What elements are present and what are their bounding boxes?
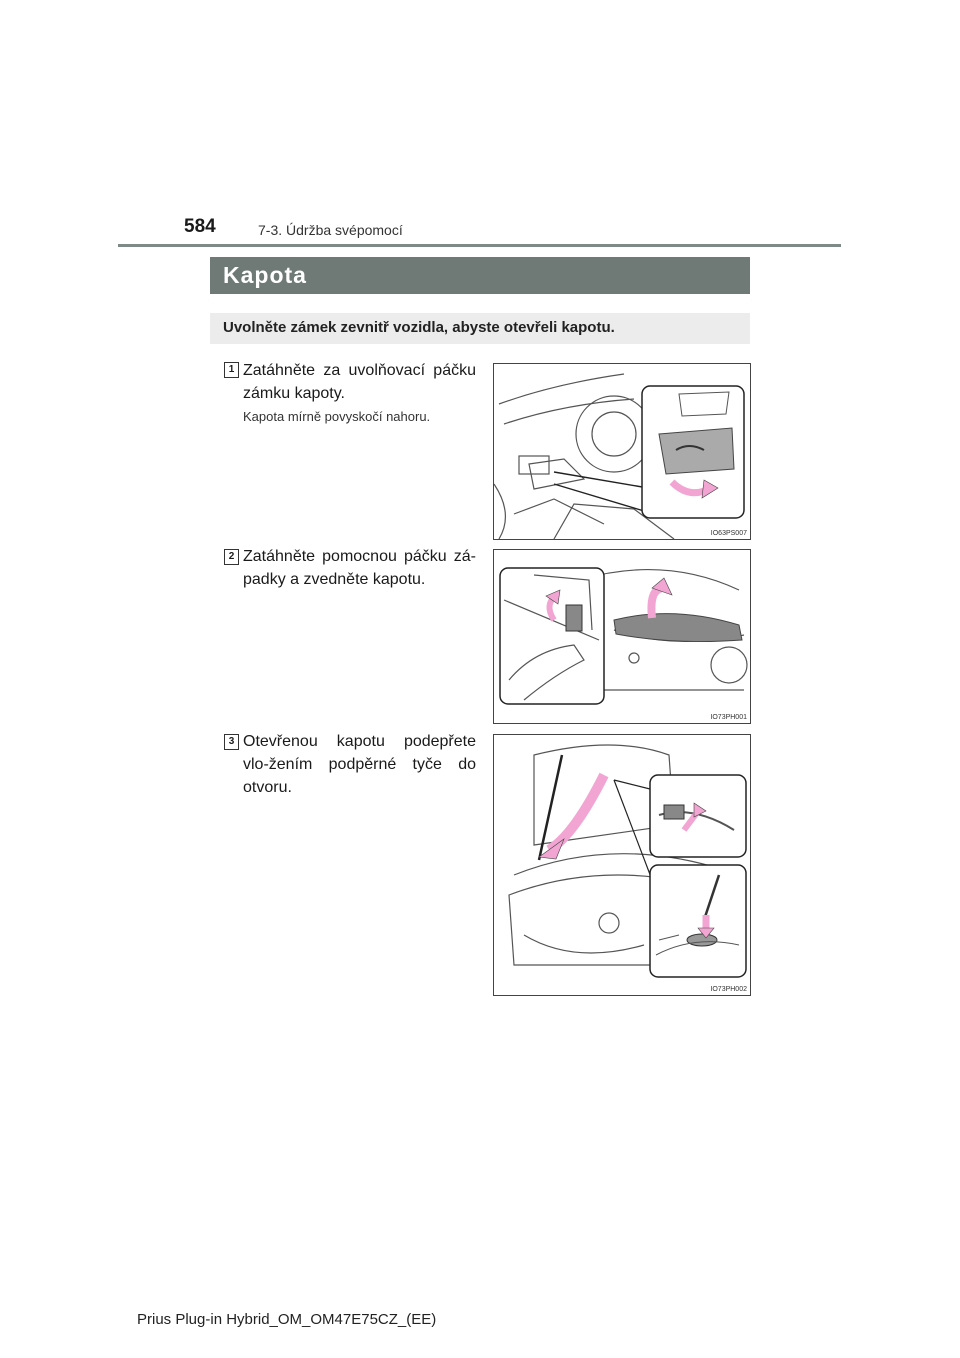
step-3-text: Otevřenou kapotu podepřete vlo-žením podpěrné tyče do otvoru.	[243, 733, 476, 796]
figure-hood-release-lever	[493, 363, 751, 540]
figure-code-3: IO73PH002	[710, 986, 747, 993]
step-1-badge: 1	[224, 362, 239, 378]
figure-hood-support-rod	[493, 734, 751, 996]
step-1-note: Kapota mírně povyskočí nahoru.	[243, 409, 431, 424]
figure-code-2: IO73PH001	[710, 714, 747, 721]
step-2-text: Zatáhněte pomocnou páčku zá-padky a zvedněte kapotu.	[243, 548, 476, 588]
figure-code-1: IO63PS007	[710, 530, 747, 537]
title-bar	[210, 257, 750, 294]
step-3-badge: 3	[224, 734, 239, 750]
subtitle-bar	[210, 313, 750, 344]
step-2-badge: 2	[224, 549, 239, 565]
step-1-text: Zatáhněte za uvolňovací páčku zámku kapoty.	[243, 362, 476, 402]
footer-doc-id: Prius Plug-in Hybrid_OM_OM47E75CZ_(EE)	[137, 1311, 437, 1328]
page-number: 584	[184, 216, 216, 237]
header-rule	[118, 244, 841, 247]
figure-auxiliary-latch-lever	[493, 549, 751, 724]
page-title: Kapota	[223, 262, 307, 288]
section-heading: 7-3. Údržba svépomocí	[258, 222, 403, 238]
subtitle: Uvolněte zámek zevnitř vozidla, abyste otevřeli kapotu.	[223, 319, 615, 336]
